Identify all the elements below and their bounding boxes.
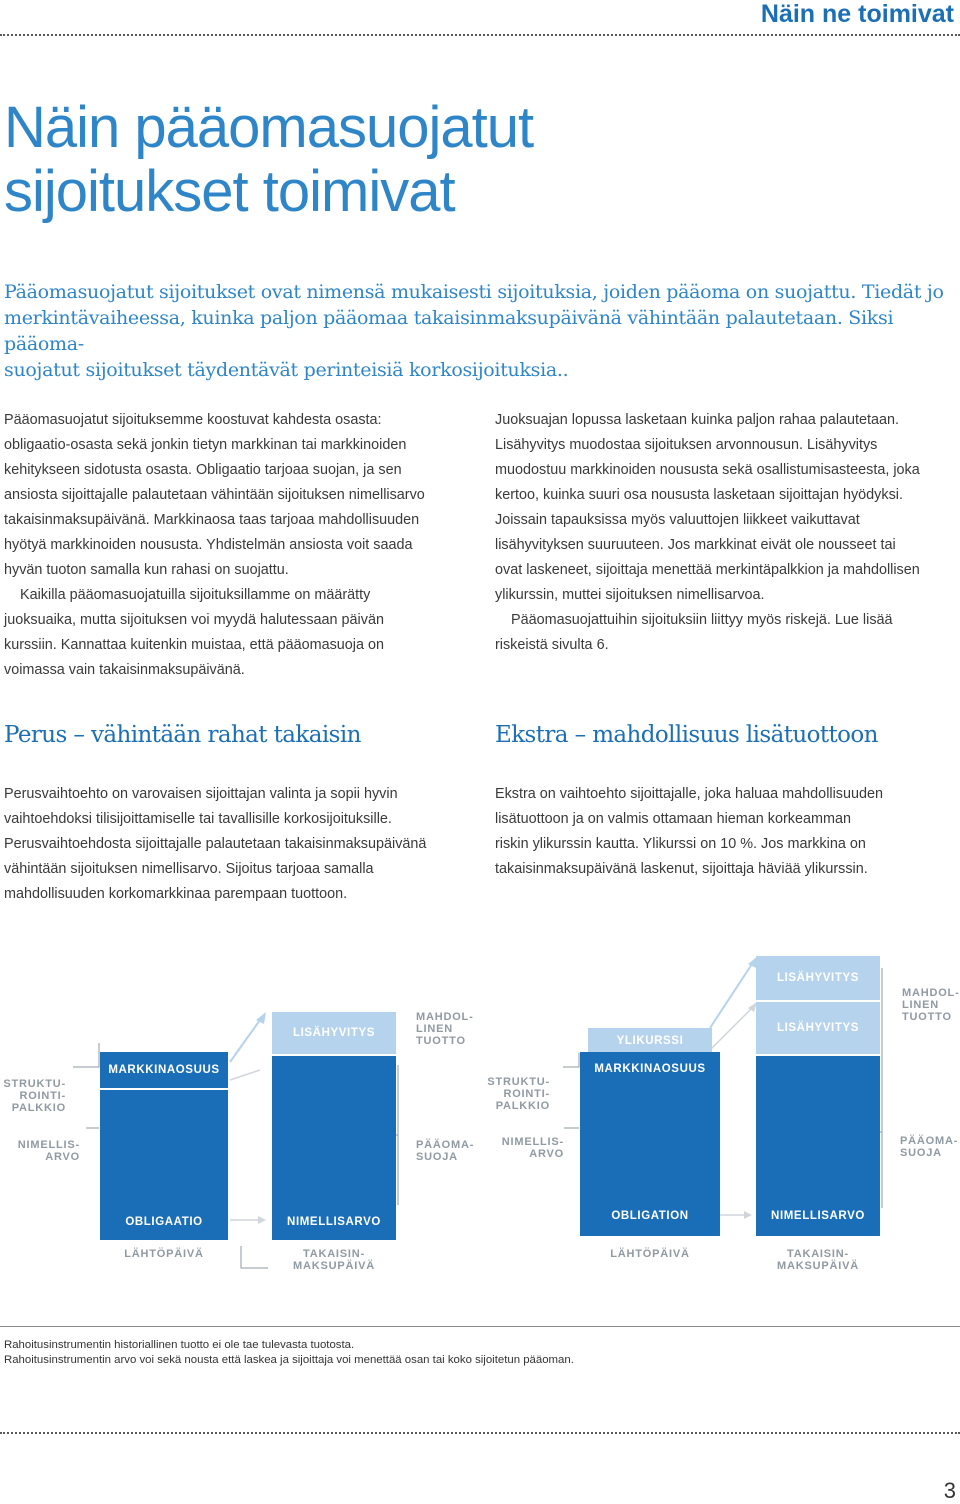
label-line: TAKAISIN- (303, 1248, 365, 1260)
body-line: ylikurssin, muttei sijoituksen nimellisarvoa. (495, 587, 765, 603)
title-line-2: sijoitukset toimivat (4, 159, 455, 224)
arrow-head (258, 1216, 266, 1224)
body-line: ovat laskeneet, sijoittaja menettää merkintäpalkkion ja mahdollisen (495, 562, 920, 578)
body-line: riskeistä sivulta 6. (495, 637, 609, 653)
footnote-divider (0, 1326, 960, 1327)
body-line: Ekstra on vaihtoehto sijoittajalle, joka haluaa mahdollisuuden (495, 786, 883, 802)
markkinaosuus-box: MARKKINAOSUUS (100, 1052, 228, 1088)
label-line: MAKSUPÄIVÄ (777, 1260, 859, 1272)
label-line: ARVO (529, 1148, 564, 1160)
lahtopaiva-label: LÄHTÖPÄIVÄ (610, 1248, 690, 1260)
nimellisarvo-box: NIMELLISARVO (756, 1198, 880, 1234)
label-line: TAKAISIN- (787, 1248, 849, 1260)
label-line: SUOJA (416, 1151, 458, 1163)
label-line: PALKKIO (495, 1100, 550, 1112)
label-line: MAHDOL- (902, 987, 960, 999)
strukturointipalkkio-label (0, 1078, 66, 1114)
body-line: muodostuu markkinoiden noususta sekä osallistumisasteesta, joka (495, 462, 920, 478)
body-line: vaihtoehdoksi tilisijoittamiselle tai tavallisille korkosijoituksille. (4, 811, 392, 827)
label-line: ARVO (45, 1151, 80, 1163)
title-line-1: Näin pääomasuojatut (4, 95, 534, 160)
obligation-box: OBLIGATION (580, 1198, 720, 1234)
body-line: riskin ylikurssin kautta. Ylikurssi on 10 %. Jos markkina on (495, 836, 866, 852)
ekstra-diagram (480, 950, 960, 1290)
label-line: LINEN (416, 1023, 453, 1035)
body-line: kurssiin. Kannattaa kuitenkin muistaa, että pääomasuoja on (4, 637, 384, 653)
obligaatio-box: OBLIGAATIO (100, 1204, 228, 1240)
label-line: MAKSUPÄIVÄ (293, 1260, 375, 1272)
label-line: SUOJA (900, 1147, 942, 1159)
body-left-column (4, 408, 474, 683)
body-line: Lisähyvitys muodostaa sijoituksen arvonnousun. Lisähyvitys (495, 437, 878, 453)
takaisinmaksupaiva-label (272, 1248, 396, 1272)
body-right-column (495, 408, 957, 658)
markkinaosuus-box: MARKKINAOSUUS (580, 1052, 720, 1086)
paaomasuoja-label (900, 1135, 960, 1159)
diagonal-arrow (710, 1008, 752, 1050)
body-line: Perusvaihtoehdosta sijoittajalle palautetaan takaisinmaksupäivänä (4, 836, 427, 852)
body-line: voimassa vain takaisinmaksupäivänä. (4, 662, 245, 678)
body-line: lisätuottoon ja on valmis ottamaan hieman korkeamman (495, 811, 851, 827)
body-line: kertoo, kuinka suuri osa noususta lasketaan sijoittajan hyödyksi. (495, 487, 903, 503)
label-line: TUOTTO (902, 1011, 952, 1023)
body-line: Juoksuajan lopussa lasketaan kuinka paljon rahaa palautetaan. (495, 412, 900, 428)
lead-paragraph (4, 279, 954, 383)
ekstra-text (495, 782, 957, 882)
nimellisarvo-box: NIMELLISARVO (272, 1204, 396, 1240)
page-number: 3 (943, 1478, 956, 1503)
body-line: hyvän tuoton samalla kun rahasi on suojattu. (4, 562, 289, 578)
body-line: Pääomasuojattuihin sijoituksiin liittyy myös riskejä. Lue lisää (511, 612, 893, 628)
diagonal-arrow (710, 964, 752, 1028)
header-divider (0, 34, 960, 36)
body-line: obligaatio-osasta sekä jonkin tietyn markkinan tai markkinoiden (4, 437, 407, 453)
label-line: NIMELLIS- (501, 1136, 564, 1148)
footer-divider (0, 1432, 960, 1434)
label-line: NIMELLIS- (17, 1139, 80, 1151)
label-line: PALKKIO (11, 1102, 66, 1114)
nimellisarvo-label (0, 1139, 80, 1163)
body-line: lisähyvityksen suuruuteen. Jos markkinat eivät ole nousseet tai (495, 537, 896, 553)
body-line: Perusvaihtoehto on varovaisen sijoittajan valinta ja sopii hyvin (4, 786, 398, 802)
takaisinmaksupaiva-label (756, 1248, 880, 1272)
body-line: vähintään sijoituksen nimellisarvo. Sijoitus tarjoaa samalla (4, 861, 374, 877)
perus-heading: Perus – vähintään rahat takaisin (4, 722, 361, 748)
body-line: kehitykseen sidotusta osasta. Obligaatio tarjoaa suojan, ja sen (4, 462, 402, 478)
lead-line: Pääomasuojatut sijoitukset ovat nimensä mukaisesti sijoituksia, joiden pääoma on suojattu. Tiedät jo (4, 281, 944, 303)
body-line: Joissain tapauksissa myös valuuttojen liikkeet vaikuttavat (495, 512, 860, 528)
lisahyvitys-box: LISÄHYVITYS (756, 1002, 880, 1054)
lisahyvitys-top-box: LISÄHYVITYS (756, 956, 880, 1000)
body-line: ansiosta sijoittajalle palautetaan vähintään sijoituksen nimellisarvo (4, 487, 425, 503)
lead-line: merkintävaiheessa, kuinka paljon pääomaa takaisinmaksupäivänä vähintään palautetaan. Siksi pääoma- (4, 307, 894, 355)
label-line: PÄÄOMA- (900, 1135, 959, 1147)
lead-line: suojatut sijoitukset täydentävät perinteisiä korkosijoituksia.. (4, 359, 569, 381)
nimellisarvo-label (480, 1136, 564, 1160)
label-line: TUOTTO (416, 1035, 466, 1047)
lisahyvitys-box: LISÄHYVITYS (272, 1012, 396, 1054)
arrow-line (73, 1043, 99, 1067)
arrow-head (744, 1211, 752, 1219)
label-line: LINEN (902, 999, 939, 1011)
page-title (4, 96, 533, 224)
arrow-line (241, 1246, 268, 1268)
label-line: PÄÄOMA- (416, 1139, 475, 1151)
body-line: mahdollisuuden korkomarkkinaa parempaan tuottoon. (4, 886, 348, 902)
footnote-2: Rahoitusinstrumentin arvo voi sekä nousta että laskea ja sijoittaja voi menettää osan tai koko sijoitetun pääoman. (4, 1354, 574, 1366)
mahdollinen-tuotto-label (416, 1011, 480, 1047)
label-line: ROINTI- (19, 1090, 66, 1102)
paaomasuoja-label (416, 1139, 480, 1163)
body-line: takaisinmaksupäivänä laskenut, sijoittaja häviää ylikurssin. (495, 861, 868, 877)
body-line: takaisinmaksupäivänä. Markkinaosa taas tarjoaa mahdollisuuden (4, 512, 420, 528)
footnote-1: Rahoitusinstrumentin historiallinen tuotto ei ole tae tulevasta tuotosta. (4, 1339, 355, 1351)
label-line: STRUKTU- (487, 1076, 550, 1088)
label-line: MAHDOL- (416, 1011, 474, 1023)
section-label: Näin ne toimivat (760, 0, 954, 28)
diagonal-arrow (230, 1020, 260, 1062)
label-line: STRUKTU- (3, 1078, 66, 1090)
diagonal-arrow (230, 1070, 260, 1080)
body-line: juoksuaika, mutta sijoituksen voi myydä halutessaan päivän (4, 612, 384, 628)
arrow-line (563, 1053, 579, 1067)
perus-text (4, 782, 474, 907)
strukturointipalkkio-label (480, 1076, 550, 1112)
body-line: Pääomasuojatut sijoituksemme koostuvat kahdesta osasta: (4, 412, 382, 428)
perus-diagram (0, 1000, 480, 1290)
mahdollinen-tuotto-label (902, 987, 960, 1023)
label-line: ROINTI- (503, 1088, 550, 1100)
lahtopaiva-label: LÄHTÖPÄIVÄ (124, 1248, 204, 1260)
ekstra-diagram-lines (480, 950, 960, 1290)
ylikurssi-box: YLIKURSSI (588, 1028, 712, 1054)
ekstra-heading: Ekstra – mahdollisuus lisätuottoon (495, 722, 878, 748)
body-line: hyötyä markkinoiden noususta. Yhdistelmän ansiosta voit saada (4, 537, 413, 553)
body-line: Kaikilla pääomasuojatuilla sijoituksillamme on määrätty (20, 587, 371, 603)
